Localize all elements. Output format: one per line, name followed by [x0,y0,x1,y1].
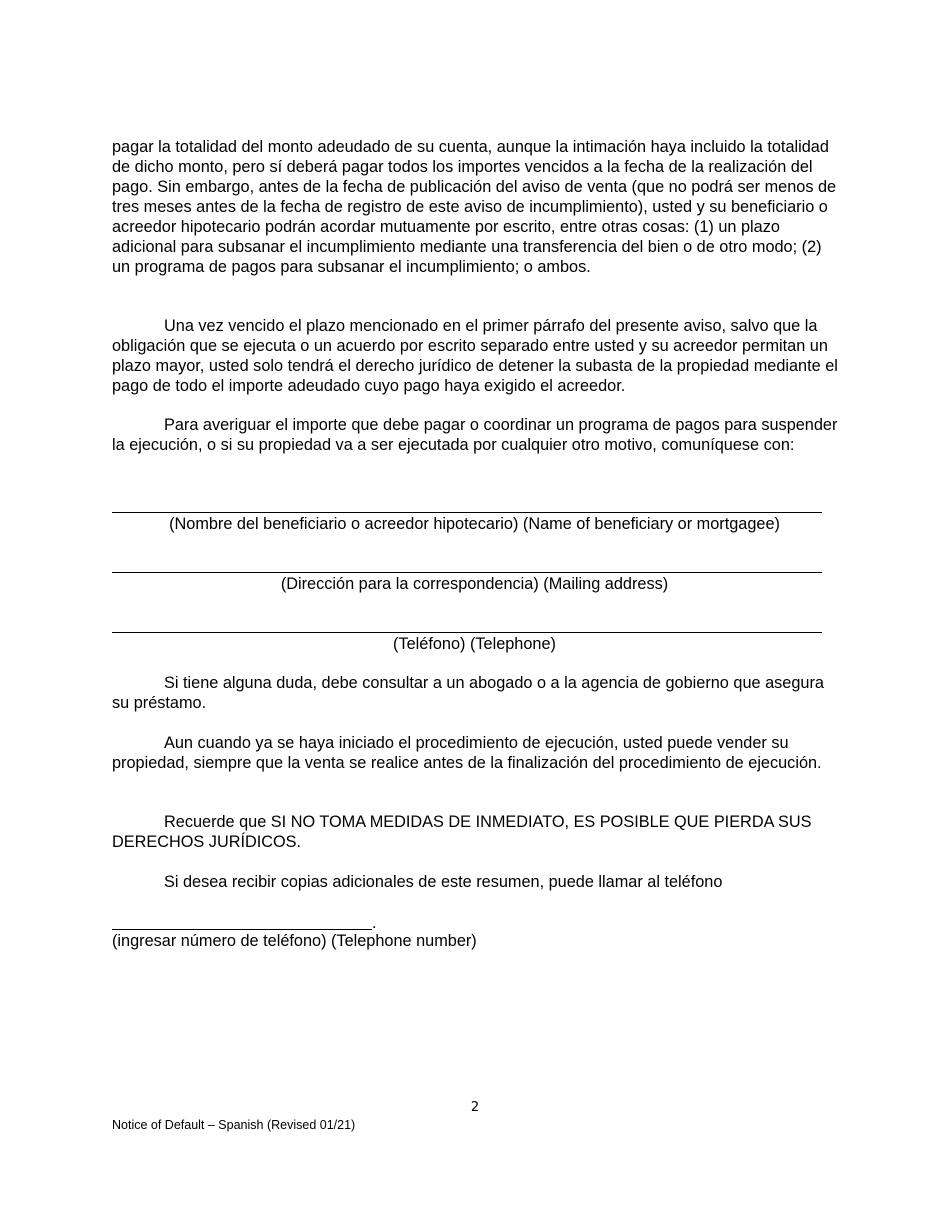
paragraph-sale-option: Aun cuando ya se haya iniciado el procedimiento de ejecución, usted puede vender su propiedad, siempre que la venta se realice antes de la finalización del procedimiento de ejecución. [112,734,822,772]
paragraph-contact-instructions: Para averiguar el importe que debe pagar o coordinar un programa de pagos para suspender la ejecución, o si su propiedad va a ser ejecutada por cualquier otro motivo, comuníquese con: [112,416,838,454]
paragraph-legal-advice: Si tiene alguna duda, debe consultar a un abogado o a la agencia de gobierno que asegura su préstamo. [112,674,824,712]
telephone-line [112,632,822,633]
paragraph-legal-right: Una vez vencido el plazo mencionado en el primer párrafo del presente aviso, salvo que la obligación que se ejecuta o un acuerdo por escrito separado entre usted y su acreedor permitan un plazo mayor, usted solo tendrá el derecho jurídico de detener la subasta de la propiedad mediante el pago de todo el importe adeudado cuyo pago haya exigido el acreedor. [112,317,838,395]
paragraph-payment-terms: pagar la totalidad del monto adeudado de su cuenta, aunque la intimación haya incluido la totalidad de dicho monto, pero sí deberá pagar todos los importes vencidos a la fecha de la realización del pago. Sin embargo, antes de la fecha de publicación del aviso de venta (que no podrá ser menos de tres meses antes de la fecha de registro de este aviso de incumplimiento), usted y su beneficiario o acreedor hipotecario podrán acordar mutuamente por escrito, entre otras cosas: (1) un plazo adicional para subsanar el incumplimiento mediante una transferencia del bien o de otro modo; (2) un programa de pagos para subsanar el incumplimiento; o ambos. [112,138,837,276]
phone-number-entry-label: (ingresar número de teléfono) (Telephone number) [112,932,477,950]
mailing-address-label: (Dirección para la correspondencia) (Mailing address) [280,575,669,593]
phone-number-entry-period: . [372,914,377,932]
telephone-label: (Teléfono) (Telephone) [393,635,556,653]
mailing-address-line [112,572,822,573]
paragraph-warning: Recuerde que SI NO TOMA MEDIDAS DE INMEDIATO, ES POSIBLE QUE PIERDA SUS DERECHOS JURÍDICOS. [112,813,812,851]
phone-number-entry-line [112,929,372,930]
beneficiary-name-line [112,512,822,513]
document-footer: Notice of Default – Spanish (Revised 01/21) [112,1118,356,1132]
paragraph-additional-copies: Si desea recibir copias adicionales de este resumen, puede llamar al teléfono [164,873,723,891]
page-number: 2 [470,1100,480,1115]
beneficiary-name-label: (Nombre del beneficiario o acreedor hipotecario) (Name of beneficiary or mortgagee) [169,515,780,533]
